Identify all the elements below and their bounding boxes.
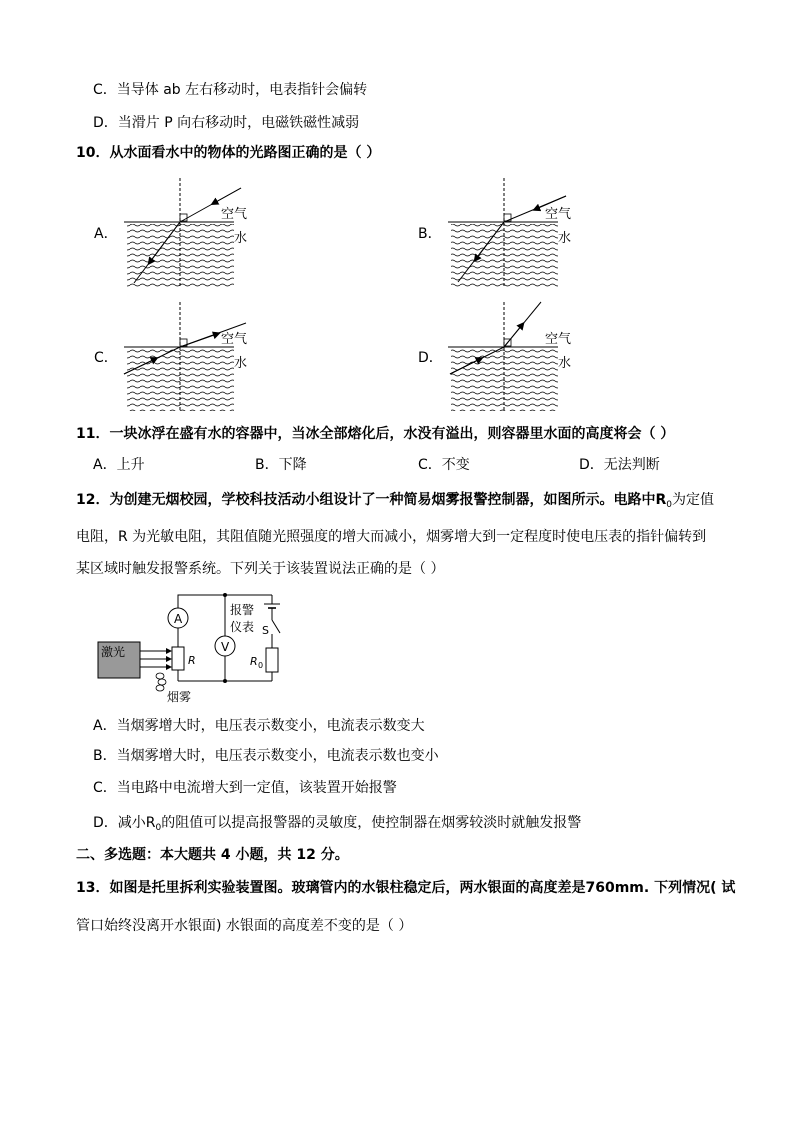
alarm-label-2: 仪表: [230, 620, 255, 634]
resistor-r-label: R: [188, 654, 196, 667]
q11-stem: 11．一块冰浮在盛有水的容器中，当冰全部熔化后，水没有溢出，则容器里水面的高度将会（ ）: [76, 426, 675, 442]
ammeter-label: A: [174, 612, 183, 626]
q11-option-b: B．下降: [255, 457, 307, 473]
q10-water-label-c: 水: [234, 356, 248, 371]
q10-air-label-a: 空气: [221, 207, 248, 222]
switch-label: S: [262, 624, 269, 637]
photoresistor: [172, 647, 184, 670]
q10-stem: 10．从水面看水中的物体的光路图正确的是（ ）: [76, 145, 381, 161]
q13-stem-line2: 管口始终没离开水银面) 水银面的高度差不变的是（ ）: [76, 918, 413, 934]
q12-stem-line2: 电阻，R 为光敏电阻，其阻值随光照强度的增大而减小，烟雾增大到一定程度时使电压表的指针偏转到: [76, 529, 707, 545]
q10-water-label-a: 水: [234, 231, 248, 246]
q12-stem-line3: 某区域时触发报警系统。下列关于该装置说法正确的是（ ）: [76, 561, 445, 577]
voltmeter-label: V: [221, 640, 230, 654]
q12-option-d: D．减小$R_0$的阻值可以提高报警器的灵敏度，使控制器在烟雾较淡时就触发报警: [93, 815, 582, 833]
q11-option-d: D．无法判断: [579, 457, 660, 473]
q10-air-label-c: 空气: [221, 332, 248, 347]
q11-option-a: A．上升: [93, 457, 145, 473]
q12-option-b: B．当烟雾增大时，电压表示数变小，电流表示数也变小: [93, 748, 439, 764]
q10-water-label-d: 水: [558, 356, 572, 371]
smoke-label: 烟雾: [167, 690, 192, 704]
r0-label: R: [250, 655, 258, 668]
q10-label-d: D．: [418, 350, 443, 366]
q11-option-c: C．不变: [418, 457, 470, 473]
q12-option-a: A．当烟雾增大时，电压表示数变小，电流表示数变大: [93, 718, 425, 734]
smoke-icon: [156, 673, 166, 691]
alarm-label-1: 报警: [230, 603, 255, 617]
q10-label-b: B．: [418, 226, 442, 242]
q13-stem-line1: 13．如图是托里拆利实验装置图。玻璃管内的水银柱稳定后，两水银面的高度差是760mm. 下列情况( 试: [76, 880, 736, 896]
q10-air-label-b: 空气: [545, 207, 572, 222]
q9-option-c: C．当导体 ab 左右移动时，电表指针会偏转: [93, 82, 368, 98]
q12-stem-line1: 12．为创建无烟校园，学校科技活动小组设计了一种简易烟雾报警控制器，如图所示。电路中$R_0$为定值: [76, 492, 714, 510]
r0-subscript: 0: [258, 661, 264, 670]
section-2-heading: 二、多选题：本大题共 4 小题，共 12 分。: [76, 847, 349, 863]
q10-label-a: A．: [94, 226, 118, 242]
q12-option-c: C．当电路中电流增大到一定值，该装置开始报警: [93, 780, 397, 796]
q10-label-c: C．: [94, 350, 118, 366]
q10-water-label-b: 水: [558, 231, 572, 246]
q10-air-label-d: 空气: [545, 332, 572, 347]
laser-label: 激光: [101, 645, 126, 659]
q9-option-d: D．当滑片 P 向右移动时，电磁铁磁性减弱: [93, 115, 360, 131]
